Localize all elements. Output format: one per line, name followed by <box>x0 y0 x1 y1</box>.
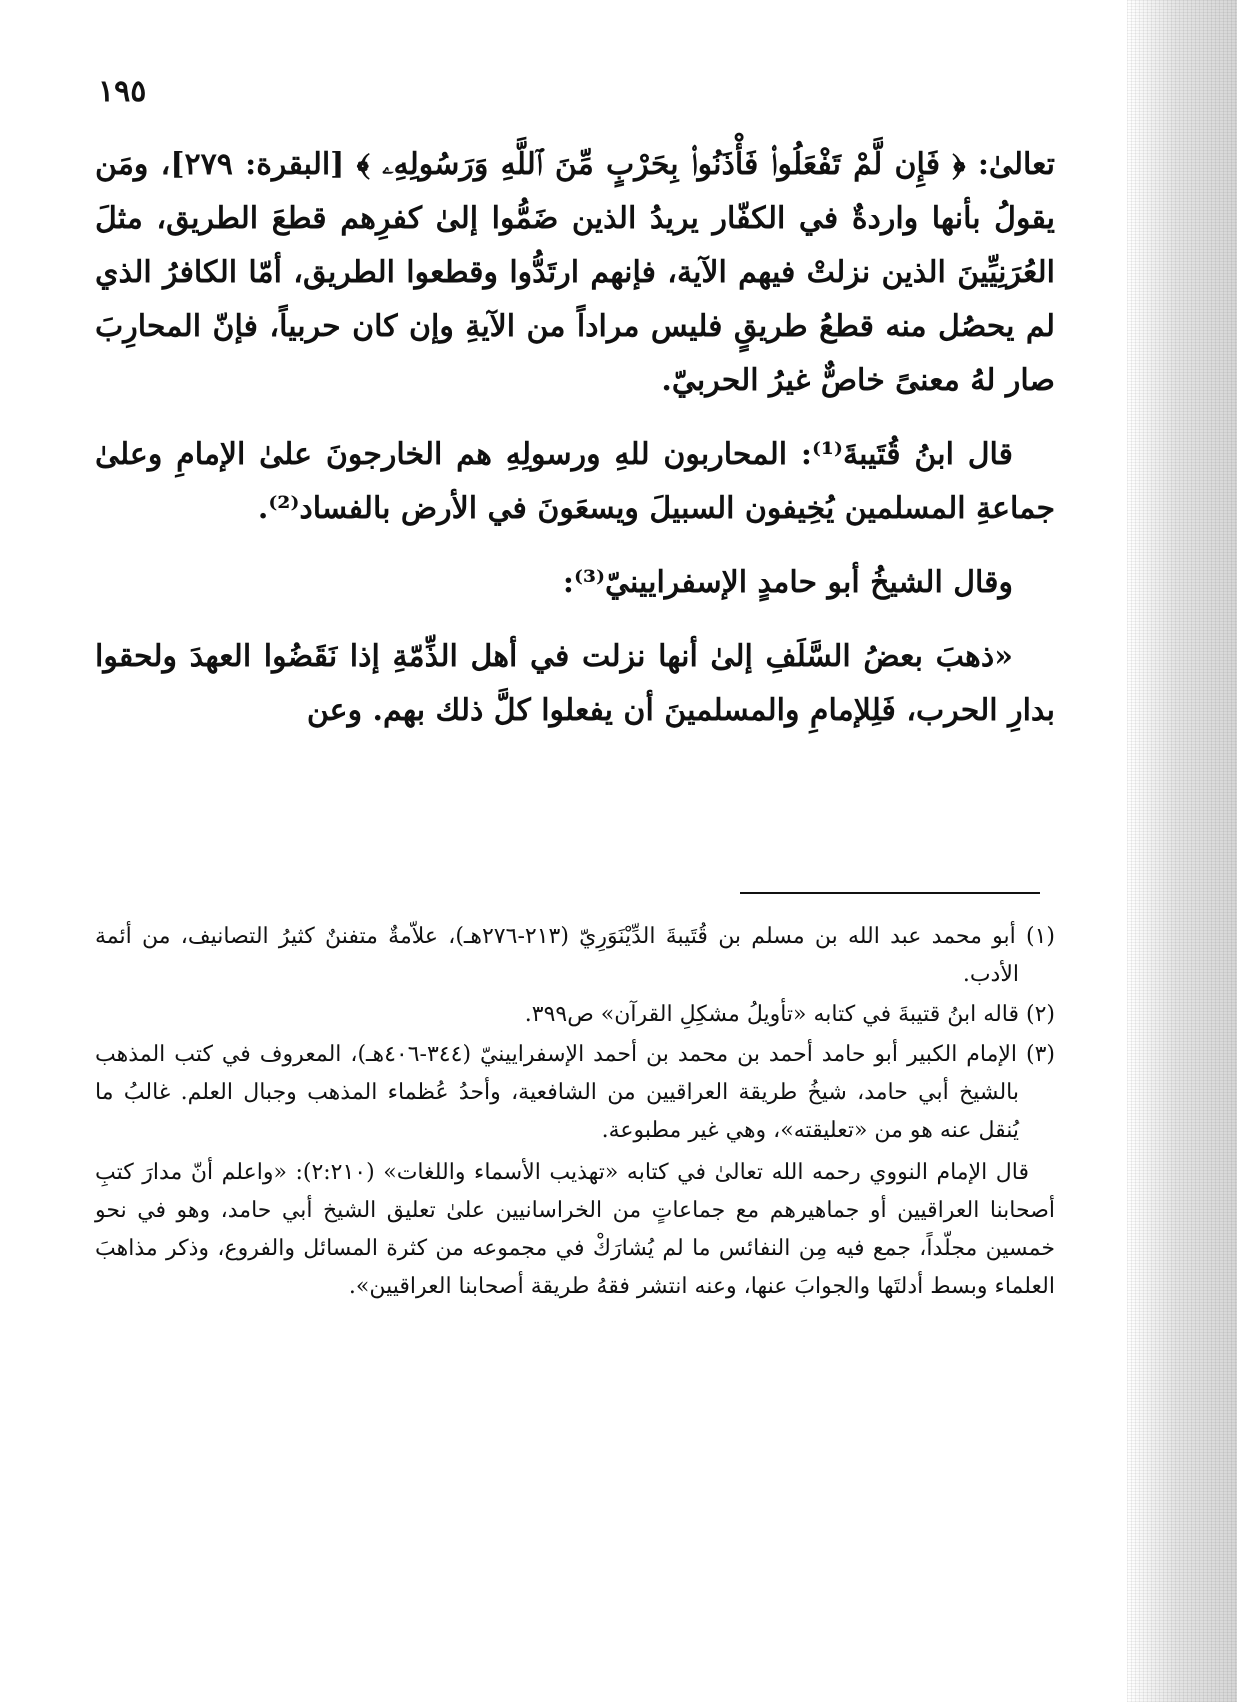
footnotes <box>95 918 1055 1306</box>
paragraph-abu-hamid-intro: وقال الشيخُ أبو حامدٍ الإسفرايينيّ⁽³⁾: <box>562 565 1013 600</box>
footnote-3: (٣) الإمام الكبير أبو حامد أحمد بن محمد بن أحمد الإسفرايينيّ (٣٤٤-٤٠٦هـ)، المعروف في كتب المذهب بالشيخ أبي حامد، شيخُ طريقة العراقيين من الشافعية، وأحدُ عُظماء المذهب وجبال العلم. غالبُ ما يُنقل عنه هو من «تعليقته»، وهي غير مطبوعة. <box>95 1042 1055 1143</box>
footnote-3-continuation: قال الإمام النووي رحمه الله تعالىٰ في كتابه «تهذيب الأسماء واللغات» (٢:٢١٠): «واعلم أنّ مدارَ كتبِ أصحابنا العراقيين أو جماهيرهم مع جماعاتٍ من الخراسانيين علىٰ تعليق الشيخ أبي حامد، وهو في نحو خمسين مجلّداً، جمع فيه مِن النفائس ما لم يُشارَكْ في مجموعه من كثرة المسائل والفروع، وذكر مذاهبَ العلماء وبسط أدلتَها والجوابَ عنها، وعنه انتشر فقهُ طريقة أصحابنا العراقيين». <box>95 1160 1055 1299</box>
footnote-divider <box>740 892 1040 894</box>
paragraph-quote: «ذهبَ بعضُ السَّلَفِ إلىٰ أنها نزلت في أهل الذِّمّةِ إذا نَقَضُوا العهدَ ولحقوا بدارِ الحرب، فَلِلإمامِ والمسلمينَ أن يفعلوا كلَّ ذلك بهم. وعن <box>95 639 1055 728</box>
paragraph-ibn-qutaybah: قال ابنُ قُتَيبةَ⁽¹⁾: المحاربون للهِ ورسولِهِ هم الخارجونَ علىٰ الإمامِ وعلىٰ جماعةِ المسلمين يُخِيفون السبيلَ ويسعَونَ في الأرض بالفساد⁽²⁾. <box>95 437 1055 526</box>
paragraph-quran-ayah: تعالىٰ: ﴿ فَإِن لَّمْ تَفْعَلُوا۟ فَأْذَنُوا۟ بِحَرْبٍ مِّنَ ٱللَّهِ وَرَسُولِهِۦ ﴾ [البقرة: ٢٧٩]، ومَن يقولُ بأنها واردةٌ في الكفّار يريدُ الذين ضَمُّوا إلىٰ كفرِهم قطعَ الطريق، مثلَ العُرَنِيِّينَ الذين نزلتْ فيهم الآية، فإنهم ارتَدُّوا وقطعوا الطريق، أمّا الكافرُ الذي لم يحصُل منه قطعُ طريقٍ فليس مراداً من الآيةِ وإن كان حربياً، فإنّ المحارِبَ صار لهُ معنىً خاصٌّ غيرُ الحربيّ. <box>95 147 1055 398</box>
page-number: ١٩٥ <box>98 74 147 109</box>
main-text <box>95 138 1055 738</box>
footnote-2: (٢) قاله ابنُ قتيبةَ في كتابه «تأويلُ مشكِلِ القرآن» ص٣٩٩. <box>524 1002 1055 1027</box>
scan-edge-shadow <box>1127 0 1237 1702</box>
footnote-1: (١) أبو محمد عبد الله بن مسلم بن قُتَيبةَ الدِّيْنَوَرِيّ (٢١٣-٢٧٦هـ)، علاّمةٌ متفننٌ كثيرُ التصانيف، من أئمة الأدب. <box>95 924 1055 987</box>
